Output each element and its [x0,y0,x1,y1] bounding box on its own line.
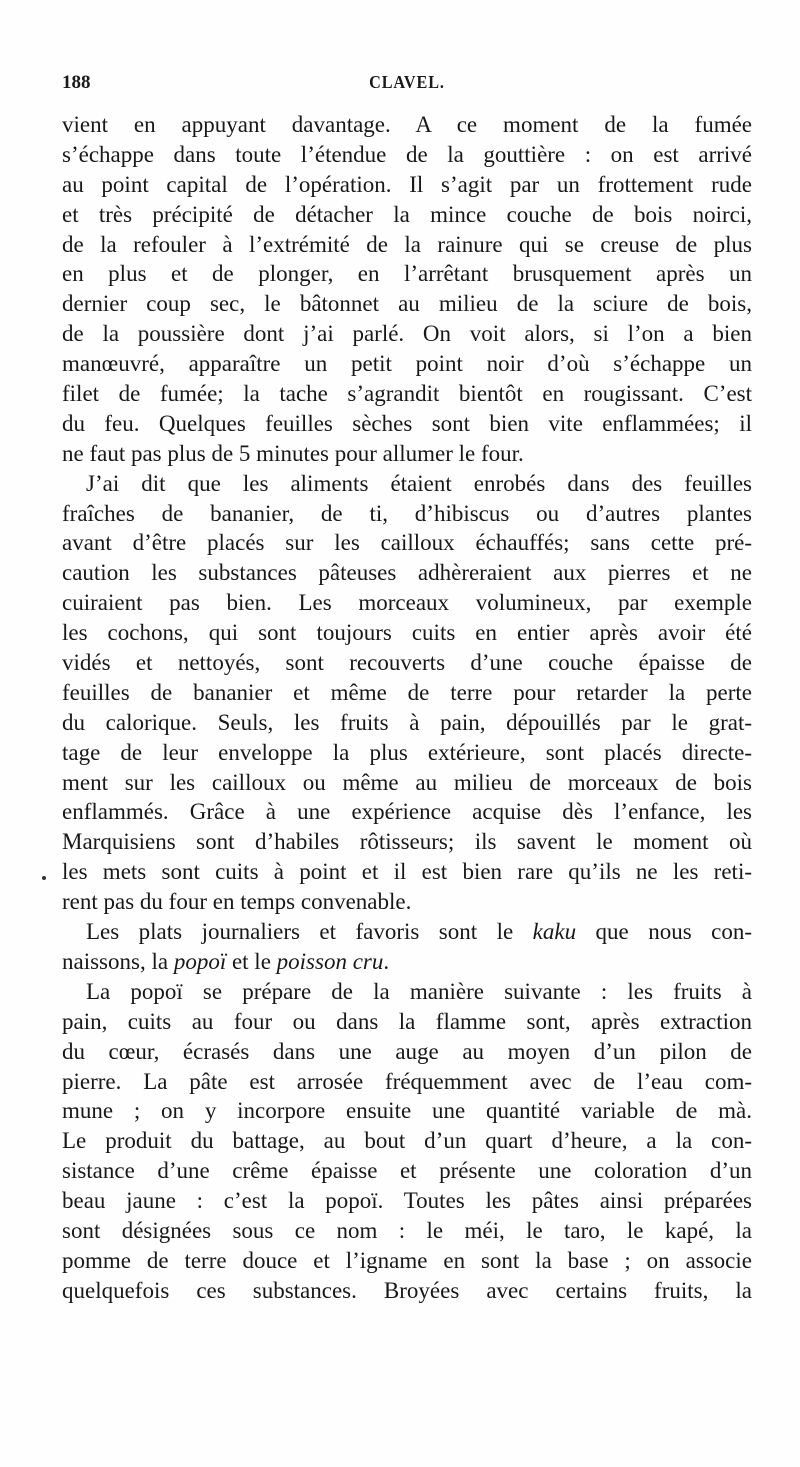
text-line: s’échappe dans toute l’étendue de la gouttière : on est arrivé [62,141,752,167]
text-run: Les plats journaliers et favoris sont le [86,919,533,945]
text-run: que nous con- [576,919,752,945]
text-line: Marquisiens sont d’habiles rôtisseurs; ils savent le moment où [62,829,752,855]
text-line: du feu. Quelques feuilles sèches sont bien vite enflammées; il [62,410,752,436]
text-line: feuilles de bananier et même de terre pour retarder la perte [62,679,752,705]
text-line: pomme de terre douce et l’igname en sont la base ; on associe [62,1247,752,1273]
text-line: au point capital de l’opération. Il s’agit par un frottement rude [62,171,752,197]
text-line: mune ; on y incorpore ensuite une quantité variable de mà. [62,1098,752,1124]
text-line: rent pas du four en temps convenable. [62,889,412,915]
text-line: de la poussière dont j’ai parlé. On voit alors, si l’on a bien [62,321,752,347]
text-run: et le [226,948,277,974]
text-line: en plus et de plonger, en l’arrêtant brusquement après un [62,261,752,287]
text-line: ne faut pas plus de 5 minutes pour allumer le four. [62,440,524,466]
text-line: pierre. La pâte est arrosée fréquemment avec de l’eau com- [62,1068,752,1094]
text-line [62,947,752,977]
text-line: beau jaune : c’est la popoï. Toutes les pâtes ainsi préparées [62,1188,752,1214]
running-head: CLAVEL. [369,72,445,92]
text-line: du calorique. Seuls, les fruits à pain, dépouillés par le grat- [62,709,752,735]
text-line: dernier coup sec, le bâtonnet au milieu de la sciure de bois, [62,291,752,317]
text-line: du cœur, écrasés dans une auge au moyen d’un pilon de [62,1038,752,1064]
page-number: 188 [62,72,91,93]
text-line: cuiraient pas bien. Les morceaux volumineux, par exemple [62,590,752,616]
text-line: sistance d’une crême épaisse et présente une coloration d’un [62,1158,752,1184]
text-line: J’ai dit que les aliments étaient enrobés dans des feuilles [86,470,752,496]
text-line: manœuvré, apparaître un petit point noir d’où s’échappe un [62,351,752,377]
text-line: les mets sont cuits à point et il est bien rare qu’ils ne les reti- [62,859,752,885]
text-line: vient en appuyant davantage. A ce moment de la fumée [62,112,752,137]
text-line: sont désignées sous ce nom : le méi, le taro, le kapé, la [62,1217,752,1243]
text-line: Le produit du battage, au bout d’un quart d’heure, a la con- [62,1128,752,1154]
text-line: filet de fumée; la tache s’agrandit bientôt en rougissant. C’est [62,381,752,407]
italic-term-popoi: popoï [173,948,227,974]
text-run: . [383,948,390,974]
text-line: vidés et nettoyés, sont recouverts d’une couche épaisse de [62,650,752,676]
text-line: fraîches de bananier, de ti, d’hibiscus ou d’autres plantes [62,500,752,526]
margin-mark [42,876,46,880]
text-line: de la refouler à l’extrémité de la rainure qui se creuse de plus [62,231,752,257]
text-line: caution les substances pâteuses adhèreraient aux pierres et ne [62,560,752,586]
text-run: naissons, la [62,948,174,974]
text-line: quelquefois ces substances. Broyées avec certains fruits, la [62,1277,752,1303]
page-header [62,72,752,98]
body-text [62,110,752,1306]
text-line: pain, cuits au four ou dans la flamme sont, après extraction [62,1008,752,1034]
text-line: enflammés. Grâce à une expérience acquise dès l’enfance, les [62,799,752,825]
text-line [62,917,752,947]
text-line: et très précipité de détacher la mince couche de bois noirci, [62,201,752,227]
text-line: ment sur les cailloux ou même au milieu de morceaux de bois [62,769,752,795]
text-line: les cochons, qui sont toujours cuits en entier après avoir été [62,620,752,646]
text-line: avant d’être placés sur les cailloux échauffés; sans cette pré- [62,530,752,556]
text-line: La popoï se prépare de la manière suivante : les fruits à [86,978,752,1004]
italic-term-kaku: kaku [532,919,577,945]
italic-term-poisson-cru: poisson cru [276,948,384,974]
text-line: tage de leur enveloppe la plus extérieure, sont placés directe- [62,739,752,765]
